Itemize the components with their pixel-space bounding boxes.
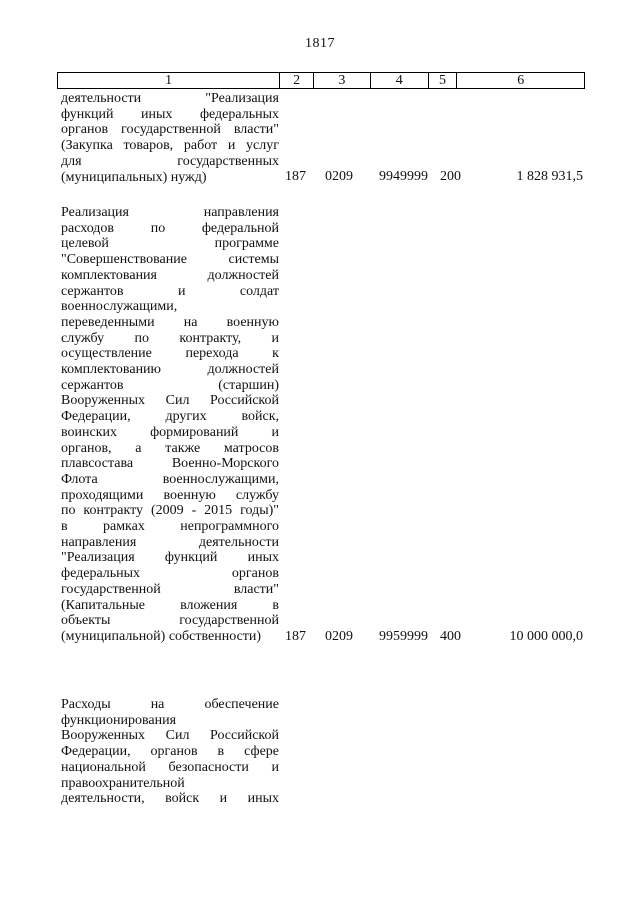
header-col-4: 4 <box>370 73 428 88</box>
header-col-2: 2 <box>279 73 313 88</box>
description-line: по контракту (2009 - 2015 годы)" <box>61 503 279 519</box>
header-col-5: 5 <box>428 73 457 88</box>
description-line: плавсостава Военно-Морского <box>61 456 279 472</box>
target-value: 9949999 <box>379 169 428 184</box>
description-line: Вооруженных Сил Российской <box>61 393 279 409</box>
description-line: военнослужащими, <box>61 299 178 315</box>
row-description <box>61 91 279 185</box>
description-line: (Закупка товаров, работ и услуг <box>61 138 279 154</box>
description-line: национальной безопасности и <box>61 759 279 775</box>
amount-value: 10 000 000,0 <box>509 629 583 644</box>
expense-type-value: 400 <box>440 629 461 644</box>
code-value: 187 <box>285 169 306 184</box>
description-line: расходов по федеральной <box>61 220 279 236</box>
page-number: 1817 <box>305 36 335 51</box>
description-line: в рамках непрограммного <box>61 519 279 535</box>
description-line: сержантов (старшин) <box>61 377 279 393</box>
description-line: деятельности, войск и иных <box>61 791 279 807</box>
description-line: "Реализация функций иных <box>61 550 279 566</box>
description-line: деятельности "Реализация <box>61 91 279 106</box>
header-col-3: 3 <box>313 73 370 88</box>
description-line: сержантов и солдат <box>61 283 279 299</box>
description-line: воинских формирований и <box>61 424 279 440</box>
description-line: функционирования <box>61 712 177 728</box>
description-line: правоохранительной <box>61 775 185 791</box>
description-line: (муниципальной) собственности) <box>61 628 262 644</box>
amount-value: 1 828 931,5 <box>516 169 583 184</box>
description-line: (Капитальные вложения в <box>61 597 279 613</box>
description-line: Расходы на обеспечение <box>61 697 279 712</box>
description-line: целевой программе <box>61 236 279 252</box>
description-line: объекты государственной <box>61 613 279 629</box>
description-line: для государственных <box>61 153 279 169</box>
row-description <box>61 697 279 807</box>
description-line: проходящими военную службу <box>61 487 279 503</box>
description-line: осуществление перехода к <box>61 346 279 362</box>
description-line: службу по контракту, и <box>61 330 279 346</box>
description-line: направления деятельности <box>61 534 279 550</box>
target-value: 9959999 <box>379 629 428 644</box>
section-value: 0209 <box>325 169 353 184</box>
description-line: "Совершенствование системы <box>61 252 279 268</box>
description-line: Федерации, других войск, <box>61 409 279 425</box>
section-value: 0209 <box>325 629 353 644</box>
header-col-6: 6 <box>456 73 584 88</box>
description-line: переведенными на военную <box>61 314 279 330</box>
table-header <box>57 72 585 89</box>
description-line: Реализация направления <box>61 205 279 220</box>
description-line: функций иных федеральных <box>61 106 279 122</box>
description-line: государственной власти" <box>61 581 279 597</box>
code-value: 187 <box>285 629 306 644</box>
row-description <box>61 205 279 645</box>
description-line: комплектованию должностей <box>61 362 279 378</box>
header-col-1: 1 <box>165 73 173 88</box>
description-line: Флота военнослужащими, <box>61 471 279 487</box>
description-line: Вооруженных Сил Российской <box>61 728 279 744</box>
description-line: федеральных органов <box>61 566 279 582</box>
description-line: (муниципальных) нужд) <box>61 169 207 185</box>
description-line: комплектования должностей <box>61 267 279 283</box>
expense-type-value: 200 <box>440 169 461 184</box>
description-line: Федерации, органов в сфере <box>61 744 279 760</box>
description-line: органов государственной власти" <box>61 122 279 138</box>
description-line: органов, а также матросов <box>61 440 279 456</box>
